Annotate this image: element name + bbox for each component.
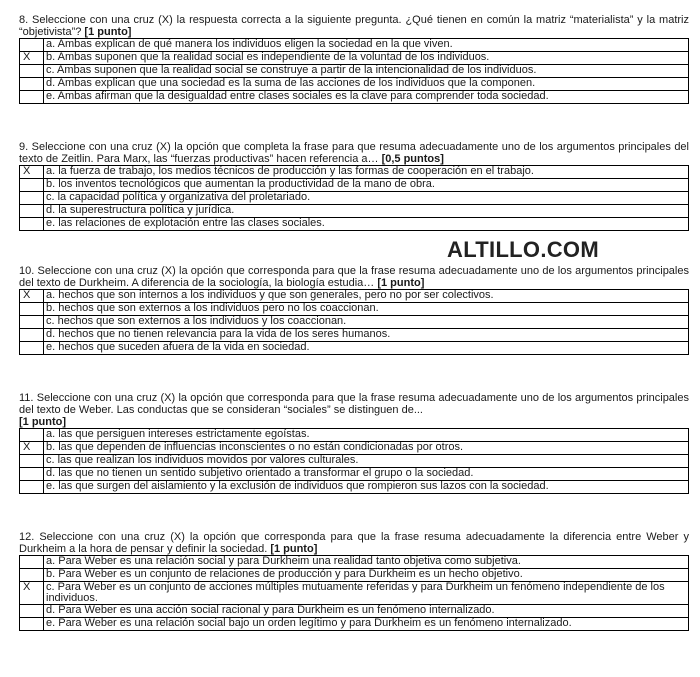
answer-mark[interactable] xyxy=(20,342,44,355)
option-row[interactable] xyxy=(20,455,689,468)
option-text: c. Para Weber es un conjunto de acciones múltiples mutuamente referidas y para Durkheim un fenómeno independiente de los individuos. xyxy=(44,582,689,605)
option-row[interactable] xyxy=(20,316,689,329)
option-text: c. las que realizan los individuos movidos por valores culturales. xyxy=(44,455,689,468)
option-row[interactable] xyxy=(20,556,689,569)
answer-mark[interactable] xyxy=(20,329,44,342)
question-9 xyxy=(19,141,689,231)
option-text: e. las que surgen del aislamiento y la exclusión de individuos que rompieron sus lazos con la sociedad. xyxy=(44,481,689,494)
option-text: b. Para Weber es un conjunto de relaciones de producción y para Durkheim es un hecho objetivo. xyxy=(44,569,689,582)
option-text: c. hechos que son externos a los individuos y los coaccionan. xyxy=(44,316,689,329)
answer-mark[interactable] xyxy=(20,192,44,205)
answer-mark[interactable] xyxy=(20,65,44,78)
option-row[interactable] xyxy=(20,342,689,355)
question-points: [1 punto] xyxy=(84,26,132,38)
answer-mark[interactable]: X xyxy=(20,582,44,605)
question-prompt: 8. Seleccione con una cruz (X) la respuesta correcta a la siguiente pregunta. ¿Qué tienen en común la matriz “materialista” y la matriz “objetivista”? [1 punto] xyxy=(19,14,689,38)
options-table xyxy=(19,38,689,104)
question-points: [1 punto] xyxy=(270,543,318,555)
option-text: c. la capacidad política y organizativa del proletariado. xyxy=(44,192,689,205)
option-row[interactable] xyxy=(20,205,689,218)
option-row[interactable] xyxy=(20,39,689,52)
answer-mark[interactable] xyxy=(20,605,44,618)
option-text: a. las que persiguen intereses estrictamente egoístas. xyxy=(44,429,689,442)
option-text: b. los inventos tecnológicos que aumentan la productividad de la mano de obra. xyxy=(44,179,689,192)
question-prompt: 9. Seleccione con una cruz (X) la opción que completa la frase para que resuma adecuadamente uno de los argumentos principales del texto de Zeitlin. Para Marx, las “fuerzas productivas” hacen referencia a… [0,5 puntos] xyxy=(19,141,689,165)
answer-mark[interactable]: X xyxy=(20,442,44,455)
options-table xyxy=(19,555,689,631)
answer-mark[interactable] xyxy=(20,39,44,52)
option-row[interactable] xyxy=(20,429,689,442)
answer-mark[interactable] xyxy=(20,481,44,494)
option-text: a. la fuerza de trabajo, los medios técnicos de producción y las formas de cooperación en el trabajo. xyxy=(44,166,689,179)
answer-mark[interactable] xyxy=(20,218,44,231)
answer-mark[interactable]: X xyxy=(20,52,44,65)
option-text: e. Ambas afirman que la desigualdad entre clases sociales es la clave para comprender toda sociedad. xyxy=(44,91,689,104)
option-text: d. hechos que no tienen relevancia para la vida de los seres humanos. xyxy=(44,329,689,342)
option-text: d. Para Weber es una acción social racional y para Durkheim es un fenómeno internalizado. xyxy=(44,605,689,618)
option-row[interactable] xyxy=(20,481,689,494)
question-prompt: 10. Seleccione con una cruz (X) la opción que corresponda para que la frase resuma adecuadamente uno de los argumentos principales del texto de Durkheim. A diferencia de la sociología, la biología estudia… [1 punto] xyxy=(19,265,689,289)
answer-mark[interactable]: X xyxy=(20,166,44,179)
answer-mark[interactable] xyxy=(20,455,44,468)
answer-mark[interactable] xyxy=(20,205,44,218)
answer-mark[interactable] xyxy=(20,429,44,442)
answer-mark[interactable] xyxy=(20,303,44,316)
answer-mark[interactable]: X xyxy=(20,290,44,303)
answer-mark[interactable] xyxy=(20,468,44,481)
answer-mark[interactable] xyxy=(20,91,44,104)
question-points: [1 punto] xyxy=(377,277,425,289)
answer-mark[interactable] xyxy=(20,316,44,329)
option-row[interactable] xyxy=(20,52,689,65)
option-text: a. Ambas explican de qué manera los individuos eligen la sociedad en la que viven. xyxy=(44,39,689,52)
option-text: b. Ambas suponen que la realidad social es independiente de la voluntad de los individuos. xyxy=(44,52,689,65)
option-row[interactable] xyxy=(20,442,689,455)
question-8 xyxy=(19,14,689,104)
option-row[interactable] xyxy=(20,65,689,78)
option-text: b. las que dependen de influencias inconscientes o no están condicionadas por otros. xyxy=(44,442,689,455)
answer-mark[interactable] xyxy=(20,179,44,192)
options-table xyxy=(19,289,689,355)
answer-mark[interactable] xyxy=(20,556,44,569)
option-row[interactable] xyxy=(20,468,689,481)
option-row[interactable] xyxy=(20,290,689,303)
option-row[interactable] xyxy=(20,618,689,631)
option-text: c. Ambas suponen que la realidad social se construye a partir de la intencionalidad de los individuos. xyxy=(44,65,689,78)
answer-mark[interactable] xyxy=(20,78,44,91)
option-text: e. hechos que suceden afuera de la vida en sociedad. xyxy=(44,342,689,355)
question-prompt: 11. Seleccione con una cruz (X) la opción que corresponda para que la frase resuma adecuadamente uno de los argumentos principales del texto de Weber. Las conductas que se consideran “sociales” se distinguen de... [1 punto] xyxy=(19,392,689,428)
option-row[interactable] xyxy=(20,605,689,618)
option-row[interactable] xyxy=(20,179,689,192)
answer-mark[interactable] xyxy=(20,569,44,582)
option-text: e. las relaciones de explotación entre las clases sociales. xyxy=(44,218,689,231)
option-row[interactable] xyxy=(20,166,689,179)
question-points: [0,5 puntos] xyxy=(381,153,444,165)
option-text: a. Para Weber es una relación social y para Durkheim una realidad tanto objetiva como subjetiva. xyxy=(44,556,689,569)
question-points: [1 punto] xyxy=(19,416,67,428)
option-text: d. Ambas explican que una sociedad es la suma de las acciones de los individuos que la componen. xyxy=(44,78,689,91)
question-12 xyxy=(19,531,689,631)
option-row[interactable] xyxy=(20,192,689,205)
question-11 xyxy=(19,392,689,494)
option-row[interactable] xyxy=(20,78,689,91)
option-text: b. hechos que son externos a los individuos pero no los coaccionan. xyxy=(44,303,689,316)
option-row[interactable] xyxy=(20,91,689,104)
option-text: d. la superestructura política y jurídica. xyxy=(44,205,689,218)
question-prompt: 12. Seleccione con una cruz (X) la opción que corresponda para que la frase resuma adecuadamente la diferencia entre Weber y Durkheim a la hora de pensar y definir la sociedad. [1 punto] xyxy=(19,531,689,555)
option-row[interactable] xyxy=(20,218,689,231)
option-row[interactable] xyxy=(20,569,689,582)
options-table xyxy=(19,165,689,231)
options-table xyxy=(19,428,689,494)
question-10 xyxy=(19,265,689,355)
option-row[interactable] xyxy=(20,303,689,316)
answer-mark[interactable] xyxy=(20,618,44,631)
option-text: d. las que no tienen un sentido subjetivo orientado a transformar el grupo o la sociedad. xyxy=(44,468,689,481)
watermark-logo: ALTILLO.COM xyxy=(447,237,599,262)
option-text: e. Para Weber es una relación social bajo un orden legítimo y para Durkheim es un fenómeno internalizado. xyxy=(44,618,689,631)
option-row[interactable] xyxy=(20,582,689,605)
option-text: a. hechos que son internos a los individuos y que son generales, pero no por ser colectivos. xyxy=(44,290,689,303)
option-row[interactable] xyxy=(20,329,689,342)
